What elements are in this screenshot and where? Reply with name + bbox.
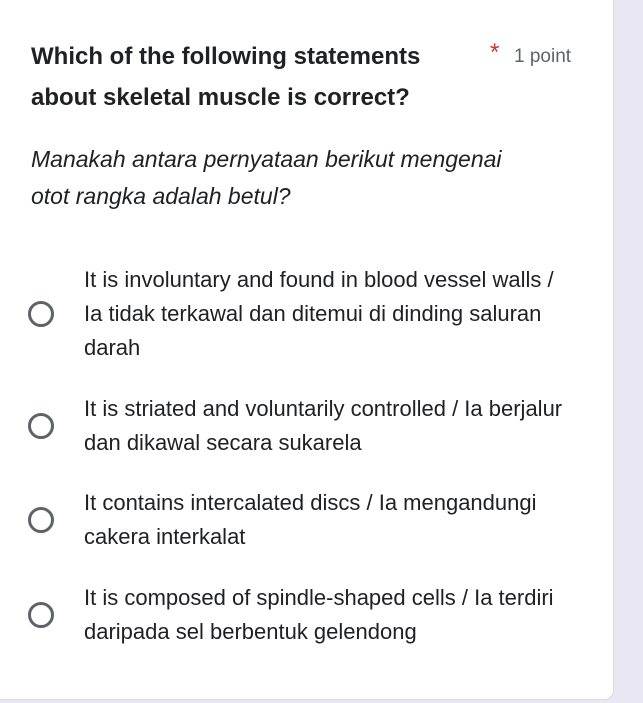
option-3[interactable] (28, 486, 588, 554)
option-label[interactable]: It contains intercalated discs / Ia mengandungi cakera interkalat (84, 490, 537, 549)
radio-button[interactable] (28, 413, 54, 439)
option-2[interactable] (28, 392, 588, 460)
radio-button[interactable] (28, 507, 54, 533)
points-label: 1 point (514, 46, 572, 67)
radio-button[interactable] (28, 301, 54, 327)
question-header (31, 36, 586, 118)
question-description: Manakah antara pernyataan berikut mengenai otot rangka adalah betul? (31, 146, 502, 209)
option-1[interactable] (28, 263, 588, 365)
radio-button[interactable] (28, 602, 54, 628)
option-4[interactable] (28, 581, 588, 649)
question-title: Which of the following statements about skeletal muscle is correct? (31, 43, 421, 111)
option-label[interactable]: It is involuntary and found in blood vessel walls / Ia tidak terkawal dan ditemui di dinding saluran darah (84, 267, 554, 360)
option-label[interactable]: It is composed of spindle-shaped cells / Ia terdiri daripada sel berbentuk gelendong (84, 585, 554, 644)
required-asterisk: * (490, 39, 500, 66)
option-label[interactable]: It is striated and voluntarily controlled / Ia berjalur dan dikawal secara sukarela (84, 396, 563, 455)
